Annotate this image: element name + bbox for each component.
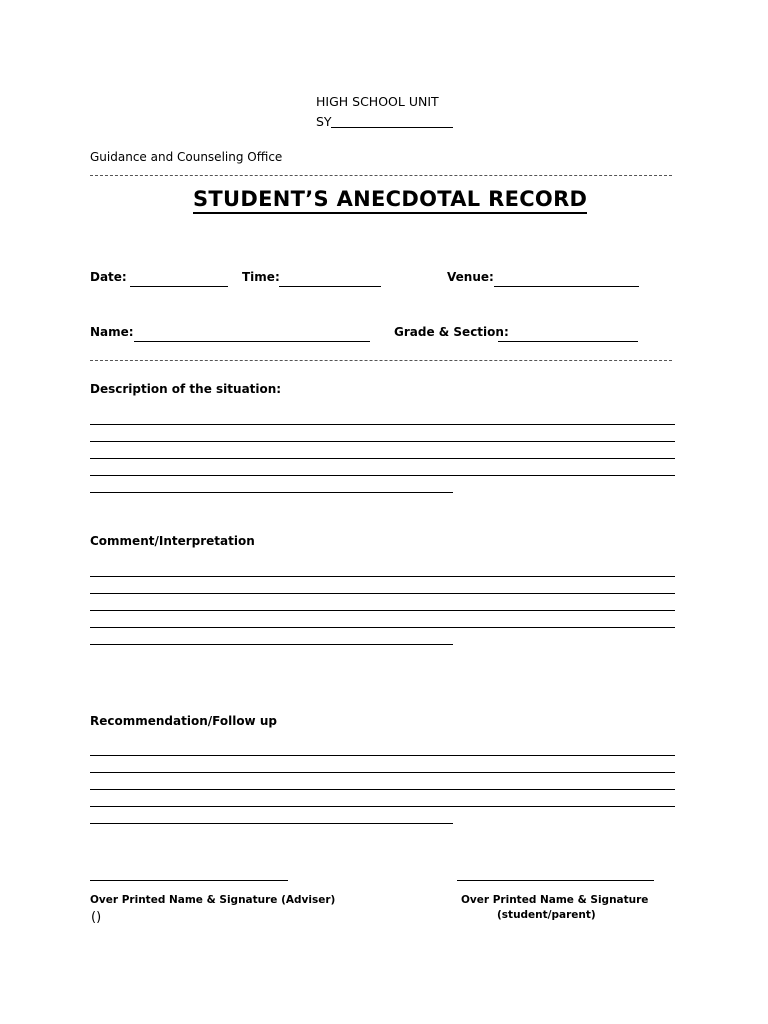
answer-line xyxy=(90,823,453,824)
grade-section-field[interactable] xyxy=(498,341,638,342)
school-year-field[interactable] xyxy=(331,127,453,128)
venue-label: Venue: xyxy=(447,270,494,284)
answer-line xyxy=(90,424,675,425)
student-signature-line[interactable] xyxy=(457,880,654,881)
time-field[interactable] xyxy=(279,286,381,287)
answer-line xyxy=(90,458,675,459)
answer-line xyxy=(90,441,675,442)
grade-section-label: Grade & Section: xyxy=(394,325,509,339)
answer-line xyxy=(90,576,675,577)
divider-top xyxy=(90,175,672,176)
recommendation-label: Recommendation/Follow up xyxy=(90,714,277,728)
answer-line xyxy=(90,627,675,628)
adviser-note: () xyxy=(91,910,102,925)
answer-line xyxy=(90,475,675,476)
student-signature-note: (student/parent) xyxy=(497,909,596,921)
answer-line xyxy=(90,806,675,807)
date-label: Date: xyxy=(90,270,127,284)
date-field[interactable] xyxy=(130,286,228,287)
adviser-signature-line[interactable] xyxy=(90,880,288,881)
answer-line xyxy=(90,755,675,756)
comment-label: Comment/Interpretation xyxy=(90,534,255,548)
divider-middle xyxy=(90,360,672,361)
answer-line xyxy=(90,593,675,594)
school-unit-label: HIGH SCHOOL UNIT xyxy=(316,94,439,109)
name-field[interactable] xyxy=(134,341,370,342)
adviser-signature-label: Over Printed Name & Signature (Adviser) xyxy=(90,894,336,906)
venue-field[interactable] xyxy=(494,286,639,287)
school-year-label: SY xyxy=(316,114,332,129)
answer-line xyxy=(90,789,675,790)
office-label: Guidance and Counseling Office xyxy=(90,150,283,164)
student-signature-label: Over Printed Name & Signature xyxy=(461,894,649,906)
answer-line xyxy=(90,772,675,773)
page-title: STUDENT’S ANECDOTAL RECORD xyxy=(193,187,587,214)
answer-line xyxy=(90,492,453,493)
answer-line xyxy=(90,610,675,611)
name-label: Name: xyxy=(90,325,134,339)
time-label: Time: xyxy=(242,270,280,284)
answer-line xyxy=(90,644,453,645)
description-label: Description of the situation: xyxy=(90,382,282,396)
